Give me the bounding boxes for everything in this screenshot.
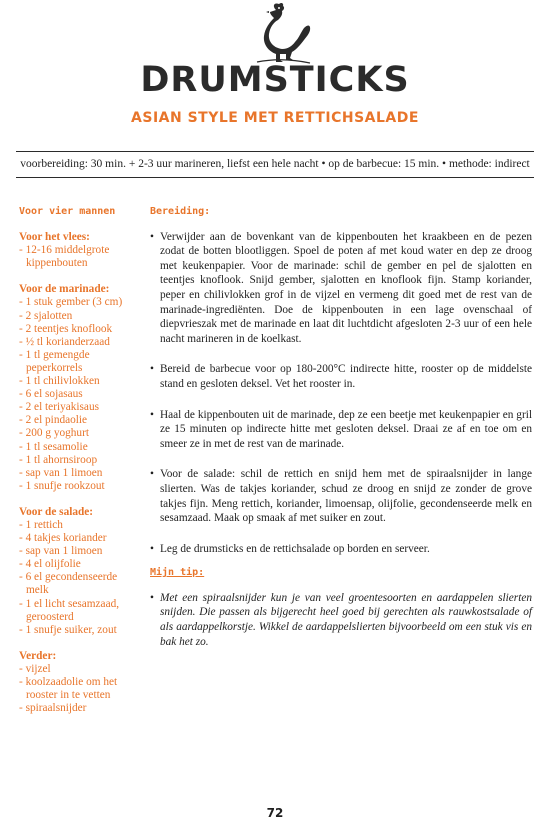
bullet-icon: • — [150, 591, 154, 604]
ingredient-item: - 4 el olijfolie — [19, 558, 81, 571]
ingredient-item: - 1 snufje suiker, zout — [19, 623, 117, 636]
method-step-text: Leg de drumsticks en de rettichsalade op borden en serveer. — [160, 542, 430, 555]
method-step-text: Voor de salade: schil de rettich en snijd hem met de spiraalsnijder in lange slierten. Was de takjes koriander, schud ze droog en snijd ze zonder de grove takjes fijn. Meng rettich, koriander, limoensap, olijfolie, gecondenseerde melk en sesamzaad. Maak op smaak af met suiker en zout. — [160, 468, 532, 525]
bullet-icon: • — [150, 408, 154, 421]
bullet-icon: • — [150, 468, 154, 481]
method-column — [150, 205, 532, 649]
ingredient-item: - 2 el pindaolie — [19, 414, 88, 427]
section-title-extra: Verder: — [19, 649, 57, 662]
ingredient-item: - 12-16 middelgrote kippenbouten — [19, 244, 110, 270]
ingredient-item: - 2 el teriyakisaus — [19, 401, 99, 414]
ingredient-item: - 4 takjes koriander — [19, 532, 107, 545]
serves-label: Voor vier mannen — [19, 206, 116, 217]
ingredient-item: - 1 stuk gember (3 cm) — [19, 296, 123, 309]
tip-list — [150, 591, 532, 649]
ingredient-item: - 6 el gecondenseerde melk — [19, 571, 118, 597]
ingredient-list-salad — [19, 519, 139, 637]
section-title-salad: Voor de salade: — [19, 505, 94, 518]
ingredient-item: - 1 el licht sesamzaad, geroosterd — [19, 597, 120, 623]
ingredient-item: - sap van 1 limoen — [19, 466, 103, 479]
method-step — [150, 362, 532, 391]
ingredient-item: - 1 tl ahornsiroop — [19, 453, 98, 466]
ingredient-item: - 2 sjalotten — [19, 309, 73, 322]
method-step-text: Verwijder aan de bovenkant van de kippenbouten het kraakbeen en de pezen zodat de botten blootliggen. Spoel de poten af met koud water en dep ze droog met keukenpapier. Voor de marinade: schil de gember en pel de sjalotten en teentjes knoflook. Snijd gember, sjalotten en knoflook fijn. Stamp koriander, peper en chilivlokken grof in de vijzel en vermeng dit goed met de rest van de marinade-ingrediënten. Doe de kippenbouten in een lage ovenschaal of diepvrieszak met de marinade en laat dit luchtdicht afgesloten 2-3 uur of een hele nacht marineren in de koelkast. — [160, 230, 532, 345]
recipe-title: DRUMSTICKS — [140, 60, 410, 100]
bullet-icon: • — [150, 363, 154, 376]
ingredient-item: - 1 tl gemengde peperkorrels — [19, 348, 90, 374]
ingredient-list-extra — [19, 663, 139, 715]
page-number: 72 — [266, 806, 284, 820]
ingredient-item: - 200 g yoghurt — [19, 427, 89, 440]
recipe-subtitle: ASIAN STYLE MET RETTICHSALADE — [131, 110, 419, 126]
bullet-icon: • — [150, 230, 154, 243]
ingredient-item: - vijzel — [19, 662, 51, 675]
ingredients-column — [19, 205, 139, 715]
ingredient-item: - ½ tl korianderzaad — [19, 335, 110, 348]
bottom-divider — [16, 177, 534, 178]
section-title-meat: Voor het vlees: — [19, 231, 90, 244]
tip-text: Met een spiraalsnijder kun je van veel groentesoorten en aardappelen slierten snijden. Die passen als bijgerecht heel goed bij gerechten als rauwkostsalade of als aardappelkorstje. Wikkel de aardappelslierten bijvoorbeeld om een stuk vis en bak het zo. — [160, 591, 532, 648]
ingredient-item: - sap van 1 limoen — [19, 545, 103, 558]
ingredient-item: - 2 teentjes knoflook — [19, 322, 113, 335]
method-step — [150, 230, 532, 347]
ingredient-item: - koolzaadolie om het rooster in te vetten — [19, 676, 118, 702]
bullet-icon: • — [150, 542, 154, 555]
ingredient-item: - spiraalsnijder — [19, 702, 87, 715]
ingredient-item: - 1 snufje rookzout — [19, 479, 105, 492]
ingredient-item: - 1 rettich — [19, 518, 63, 531]
method-step-text: Haal de kippenbouten uit de marinade, dep ze een beetje met keukenpapier en gril ze 15 minuten op indirecte hitte met gesloten deksel. Draai ze af en toe om en smeer ze in met de rest van de marinade. — [160, 408, 532, 450]
tip-heading: Mijn tip: — [150, 567, 205, 579]
ingredient-item: - 1 tl chilivlokken — [19, 375, 100, 388]
ingredient-item: - 1 tl sesamolie — [19, 440, 88, 453]
method-step — [150, 408, 532, 452]
method-step — [150, 542, 532, 557]
tip-item — [150, 591, 532, 649]
recipe-meta: voorbereiding: 30 min. + 2-3 uur marineren, liefst een hele nacht • op de barbecue: 15 min. • methode: indirect — [20, 158, 530, 170]
ingredient-list-marinade — [19, 296, 139, 492]
method-heading: Bereiding: — [150, 206, 211, 217]
rooster-illustration — [252, 2, 312, 64]
method-steps — [150, 230, 532, 557]
method-step-text: Bereid de barbecue voor op 180-200°C indirecte hitte, rooster op de middelste stand en gesloten deksel. Vet het rooster in. — [160, 363, 532, 390]
top-divider — [16, 151, 534, 152]
ingredient-list-meat — [19, 244, 139, 270]
method-step — [150, 467, 532, 525]
section-title-marinade: Voor de marinade: — [19, 283, 110, 296]
ingredient-item: - 6 el sojasaus — [19, 388, 83, 401]
